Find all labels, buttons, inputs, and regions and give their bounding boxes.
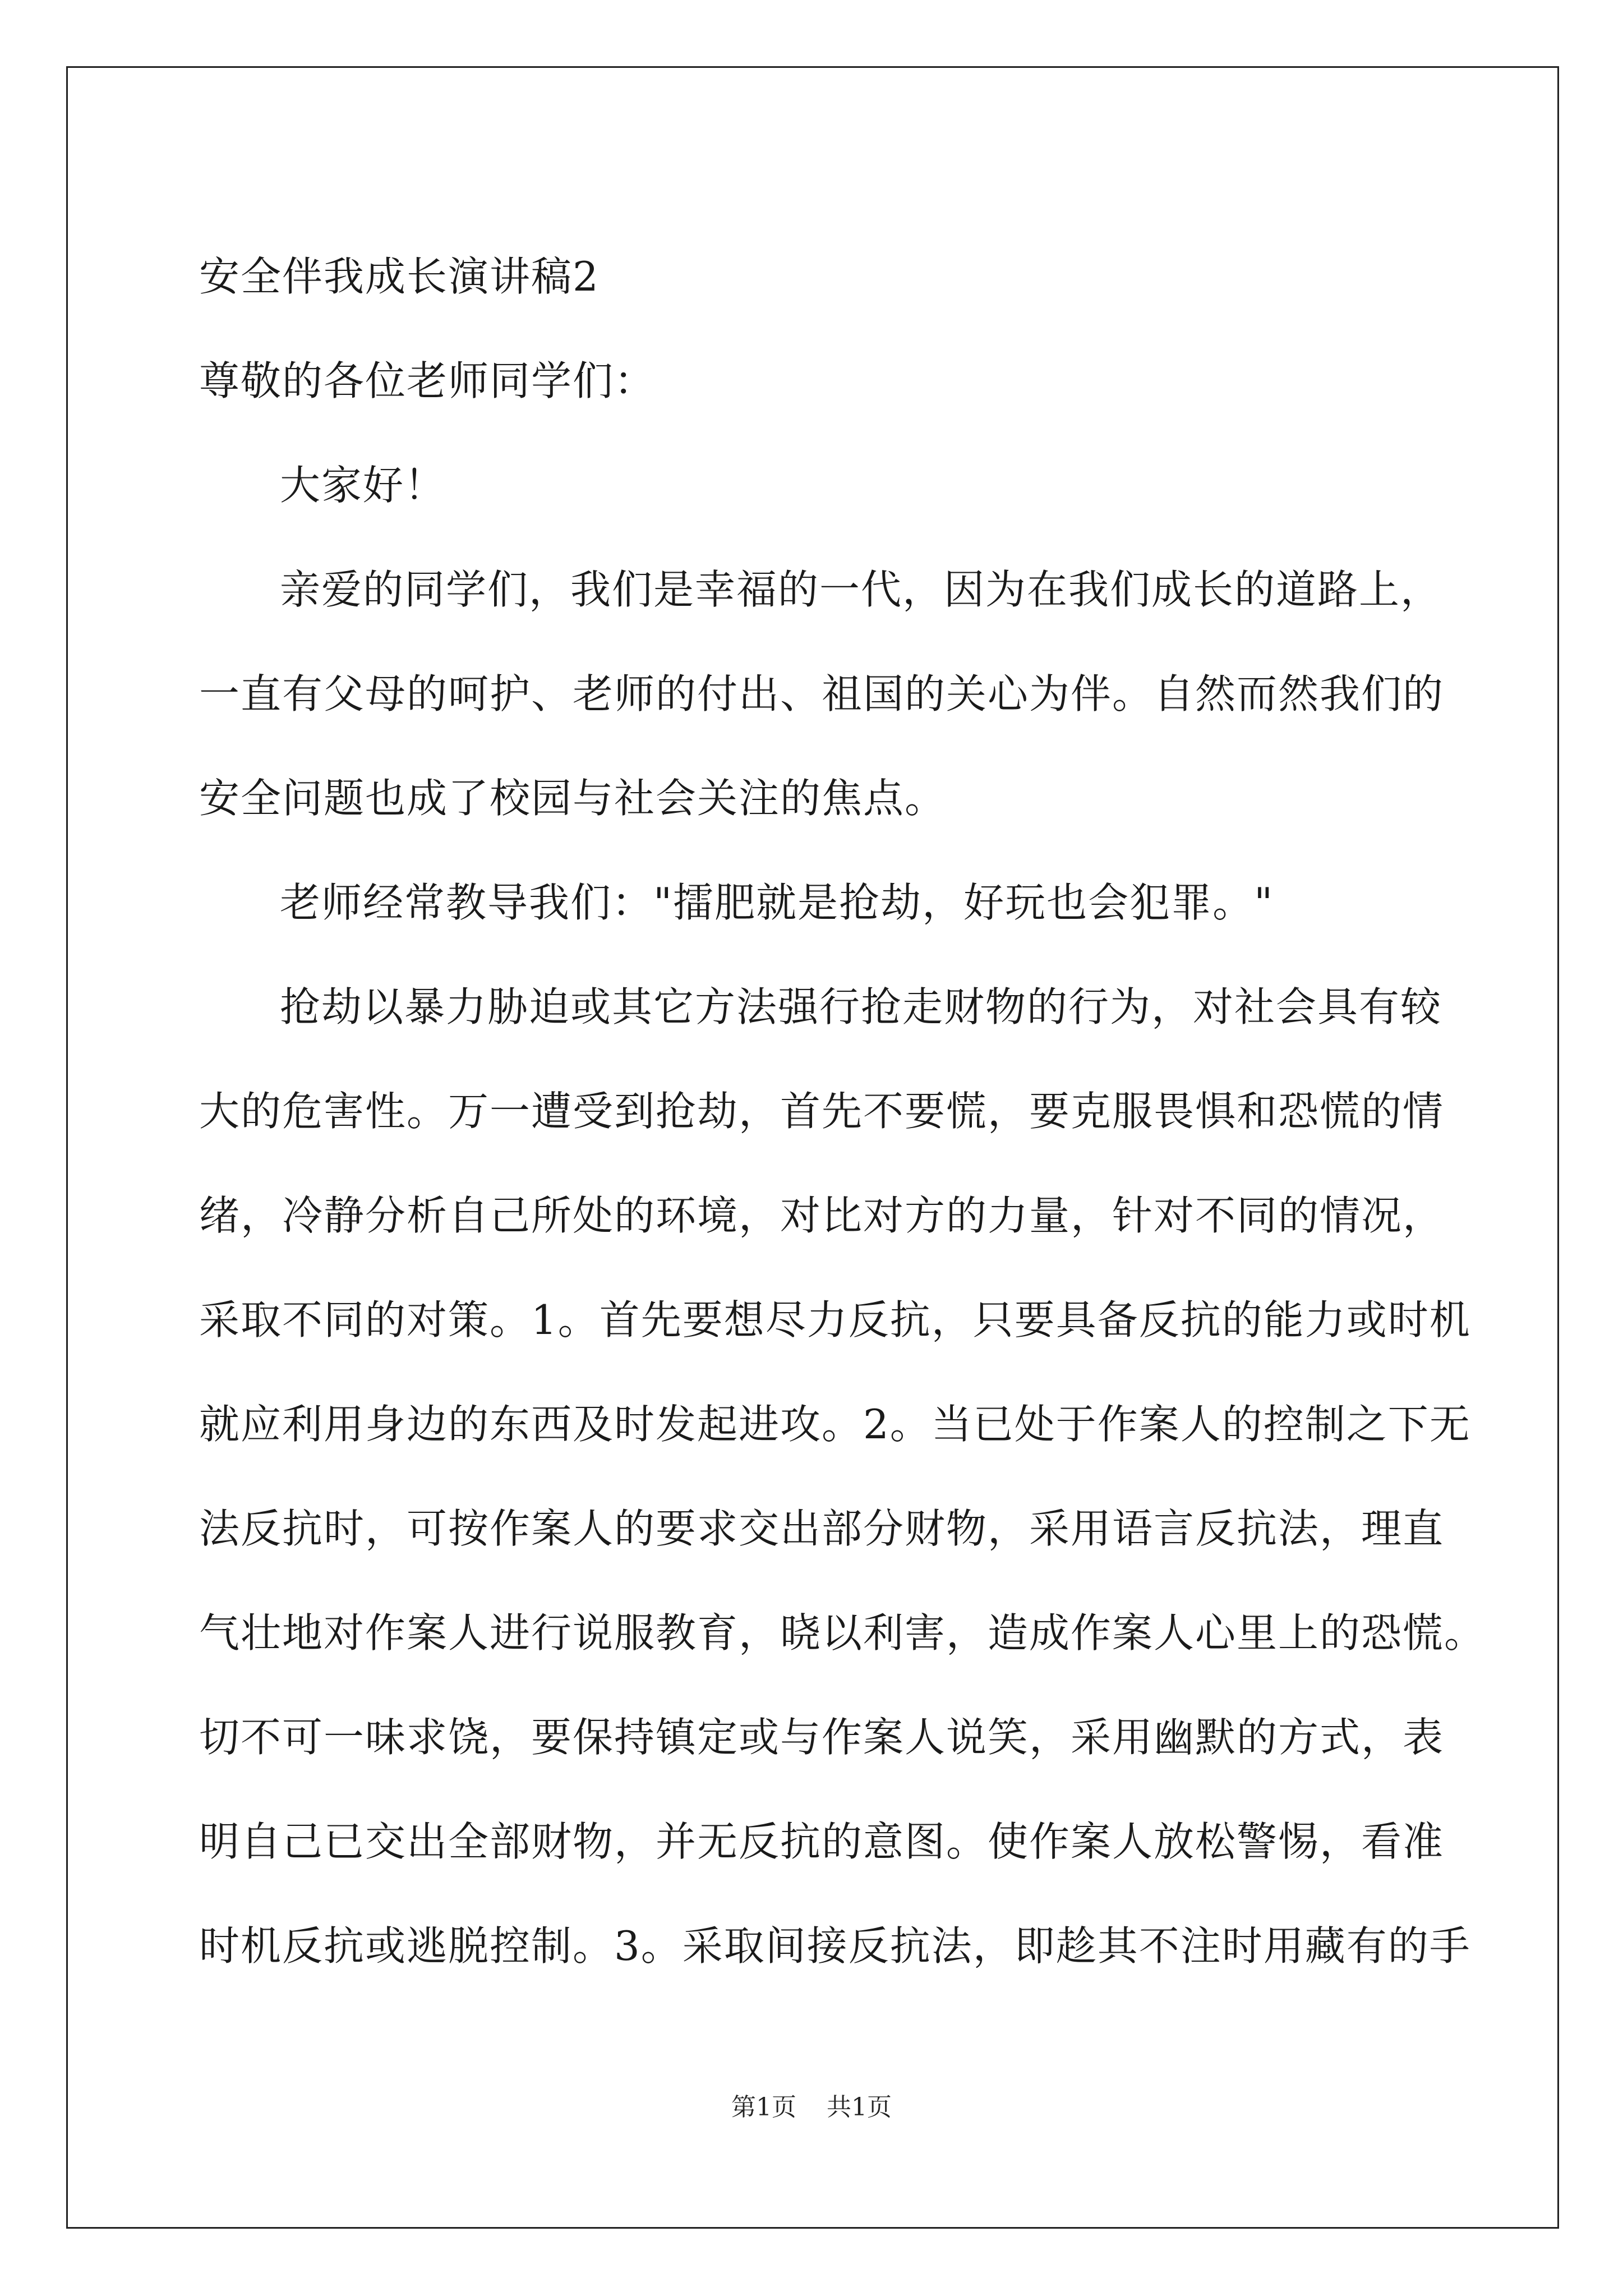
text-line: 大家好！	[280, 462, 446, 509]
text-line: 亲爱的同学们，我们是幸福的一代，因为在我们成长的道路上，	[280, 566, 1442, 613]
text-line: 老师经常教导我们："擂肥就是抢劫，好玩也会犯罪。"	[280, 879, 1274, 926]
page-total: 共1页	[827, 2093, 892, 2122]
text-line: 一直有父母的呵护、老师的付出、祖国的关心为伴。自然而然我们的	[199, 670, 1445, 717]
text-line: 明自己已交出全部财物，并无反抗的意图。使作案人放松警惕，看准	[199, 1818, 1445, 1865]
text-line: 采取不同的对策。1。首先要想尽力反抗，只要具备反抗的能力或时机	[199, 1296, 1471, 1343]
text-line: 尊敬的各位老师同学们：	[199, 357, 656, 404]
text-line: 安全问题也成了校园与社会关注的焦点。	[199, 775, 947, 822]
page-footer	[0, 2087, 1623, 2123]
text-line: 气壮地对作案人进行说服教育，晓以利害，造成作案人心里上的恐慌。	[199, 1609, 1486, 1657]
page-number: 第1页	[731, 2093, 796, 2122]
text-line: 就应利用身边的东西及时发起进攻。2。当已处于作案人的控制之下无	[199, 1401, 1471, 1448]
text-line: 抢劫以暴力胁迫或其它方法强行抢走财物的行为，对社会具有较	[280, 983, 1442, 1030]
document-title: 安全伴我成长演讲稿2	[199, 253, 600, 300]
text-line: 时机反抗或逃脱控制。3。采取间接反抗法，即趁其不注时用藏有的手	[199, 1922, 1471, 1970]
text-line: 切不可一味求饶，要保持镇定或与作案人说笑，采用幽默的方式，表	[199, 1714, 1445, 1761]
document-body	[199, 224, 1486, 1998]
text-line: 大的危害性。万一遭受到抢劫，首先不要慌，要克服畏惧和恐慌的情	[199, 1088, 1445, 1135]
paragraph-lines	[199, 329, 1486, 1998]
text-line: 绪，冷静分析自己所处的环境，对比对方的力量，针对不同的情况，	[199, 1192, 1445, 1239]
text-line: 法反抗时，可按作案人的要求交出部分财物，采用语言反抗法，理直	[199, 1505, 1445, 1552]
